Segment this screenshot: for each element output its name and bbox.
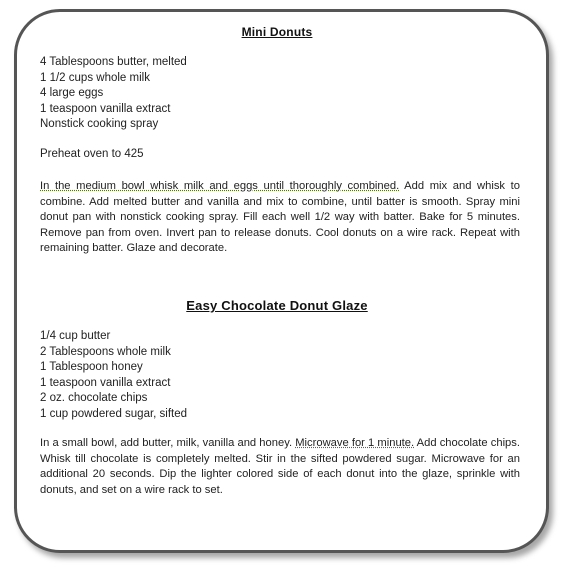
instructions-mini-donuts [40,179,520,257]
instructions-text: Add chocolate chips. Whisk till chocolate is completely melted. Stir in the sifted powdered sugar. Microwave for an additional 20 seconds. Dip the lighter colored side of each donut into the glaze, sprinkle with donuts, and set on a wire rack to set. [40,437,520,496]
ingredient-item: 1 cup powdered sugar, sifted [40,407,188,420]
ingredient-list-chocolate-glaze [40,329,187,422]
ingredient-item: 1 Tablespoon honey [40,361,143,373]
ingredient-item: 1 1/2 cups whole milk [40,71,150,84]
instructions-underlined-text: In the medium bowl whisk milk and eggs until thoroughly combined. [40,180,400,192]
instructions-chocolate-glaze [40,436,520,498]
instructions-underlined-text: Microwave for 1 minute. [295,437,415,449]
ingredient-item: 4 Tablespoons butter, melted [40,56,187,68]
ingredient-item: 1/4 cup butter [40,330,111,342]
ingredient-item: 2 Tablespoons whole milk [40,345,171,358]
recipe-title-mini-donuts: Mini Donuts [241,25,313,39]
ingredient-item: Nonstick cooking spray [40,118,159,130]
ingredient-item: 2 oz. chocolate chips [40,392,148,404]
preheat-instruction: Preheat oven to 425 [40,148,144,160]
ingredient-item: 1 teaspoon vanilla extract [40,102,171,115]
ingredient-item: 1 teaspoon vanilla extract [40,376,171,389]
ingredient-list-mini-donuts [40,55,187,133]
instructions-text: Add mix and whisk to combine. Add melted butter and vanilla and mix to combine, until batter is smooth. Spray mini donut pan with nonstick cooking spray. Fill each well 1/2 way with batter. Bake for 5 minutes. Remove pan from oven. Invert pan to release donuts. Cool donuts on a wire rack. Repeat with remaining batter. Glaze and decorate. [40,180,520,254]
ingredient-item: 4 large eggs [40,87,104,99]
recipe-title-chocolate-glaze: Easy Chocolate Donut Glaze [186,298,368,313]
instructions-text: In a small bowl, add butter, milk, vanilla and honey. [40,437,296,449]
recipe-card [22,14,532,539]
